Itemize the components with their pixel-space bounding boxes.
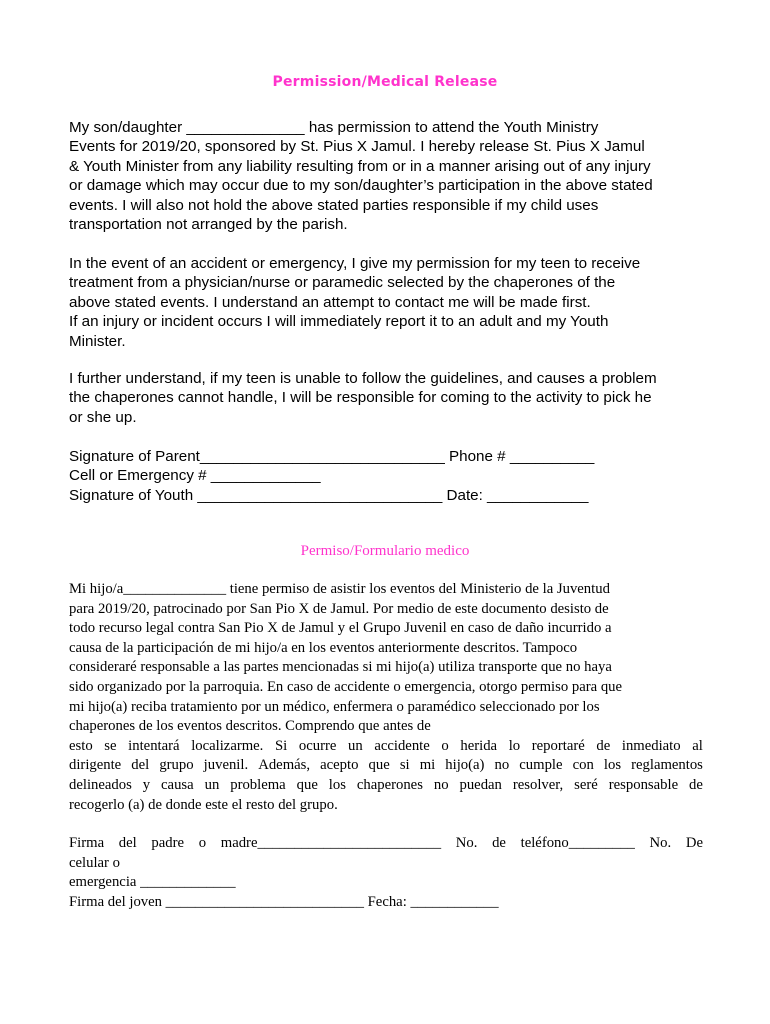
word: de [596,737,611,754]
english-paragraph-1 [69,118,719,234]
spanish-signature-block [69,834,703,912]
word: No. [649,835,672,851]
english-title: Permission/Medical Release [272,74,498,90]
word: inmediato [621,737,681,754]
word: hijo(a) [445,757,485,774]
word: los [603,757,622,774]
text-line: Minister. [69,332,126,350]
text-line: mi hijo(a) reciba tratamiento por un médico, enfermera o paramédico seleccionado por los [69,698,600,715]
word: con [572,757,594,774]
word: que [296,776,318,793]
word: chaperones [356,776,423,793]
word: que [368,757,390,774]
word: dirigente [69,757,122,774]
word: No. [455,835,478,851]
word: esto [69,737,93,754]
parent-signature-line [69,834,703,854]
word: del [131,757,150,774]
word: delineados [69,776,132,793]
word: ocurre [298,737,337,754]
text-line: recogerlo (a) de donde este el resto del grupo. [69,796,338,813]
youth-signature-line: Firma del joven ___________________________ Fecha: ____________ [69,893,499,910]
text-line: causa de la participación de mi hijo/a en los eventos anteriormente descritos. Tampoco [69,639,578,656]
justified-line [69,756,703,776]
word: reglamentos [631,757,703,774]
word: seré [574,776,598,793]
celular-label: celular o [69,854,120,871]
word: intentará [128,737,180,754]
text-line: sido organizado por la parroquia. En caso de accidente o emergencia, otorgo permiso para que [69,678,623,695]
text-line: transportation not arranged by the parish. [69,216,348,234]
word: no [433,776,449,793]
text-line: para 2019/20, patrocinado por San Pio X de Jamul. Por medio de este documento desisto de [69,600,609,617]
text-line: chaperones de los eventos descritos. Comprendo que antes de [69,718,431,735]
text-line: consideraré responsable a las partes mencionadas si mi hijo(a) utiliza transporte que no haya [69,659,612,676]
word: de [689,776,703,793]
english-paragraph-2 [69,254,719,351]
text-line: events. I will also not hold the above stated parties responsible if my child uses [69,196,599,214]
word: causa [161,776,194,793]
word: se [104,737,117,754]
word: resolver, [512,776,564,793]
word: si [399,757,410,774]
word: Si [274,737,288,754]
word: accidente [374,737,430,754]
word: o [198,835,207,851]
word: juvenil. [203,757,249,774]
parent-signature-line: Signature of Parent_____________________________ Phone # __________ [69,448,595,465]
word: acepto [320,757,359,774]
text-line: the chaperones cannot handle, I will be responsible for coming to the activity to pick he [69,389,652,407]
word: padre [151,835,185,851]
text-line: In the event of an accident or emergency, I give my permission for my teen to receive [69,255,641,272]
english-signature-block [69,447,719,505]
spanish-title: Permiso/Formulario medico [300,543,470,559]
text-line: todo recurso legal contra San Pio X de Jamul y el Grupo Juvenil en caso de daño incurrido a [69,620,612,637]
word: y [142,776,151,793]
word: madre_________________________ [220,835,442,851]
text-line: I further understand, if my teen is unable to follow the guidelines, and causes a problem [69,370,657,387]
text-line: treatment from a physician/nurse or paramedic selected by the chaperones of the [69,274,616,292]
word: o [441,737,449,754]
word: no [494,757,510,774]
justified-line [69,737,703,757]
word: teléfono_________ [520,835,635,851]
word: localizarme. [191,737,264,754]
word: de [492,835,506,851]
word: responsable [608,776,679,793]
word: puedan [459,776,502,793]
word: Firma [69,835,105,851]
word: lo [508,737,521,754]
emergency-contact-line: Cell or Emergency # _____________ [69,467,321,485]
text-line: Mi hijo/a______________ tiene permiso de asistir los eventos del Ministerio de la Juventud [69,581,610,597]
word: Además, [258,757,311,774]
english-paragraph-3 [69,369,719,427]
text-line: If an injury or incident occurs I will immediately report it to an adult and my Youth [69,313,609,331]
word: mi [419,757,436,774]
word: los [328,776,346,793]
text-line: Events for 2019/20, sponsored by St. Pius X Jamul. I hereby release St. Pius X Jamul [69,138,645,156]
emergency-contact-line: emergencia _____________ [69,874,236,891]
word: cumple [519,757,563,774]
youth-signature-line: Signature of Youth _____________________________ Date: ____________ [69,486,589,504]
text-line: or damage which may occur due to my son/daughter’s participation in the above stated [69,177,653,195]
word: reportaré [531,737,585,754]
word: grupo [159,757,194,774]
text-line: or she up. [69,408,137,426]
text-line: & Youth Minister from any liability resulting from or in a manner arising out of any injury [69,157,651,175]
word: un [204,776,220,793]
justified-line [69,776,703,796]
word: al [692,737,703,754]
text-line: My son/daughter ______________ has permission to attend the Youth Ministry [69,119,599,136]
text-line: above stated events. I understand an attempt to contact me will be made first. [69,293,591,311]
word: herida [460,737,498,754]
word: del [118,835,137,851]
spanish-paragraph [69,580,703,815]
word: De [685,835,703,851]
word: un [348,737,363,754]
word: problema [230,776,286,793]
